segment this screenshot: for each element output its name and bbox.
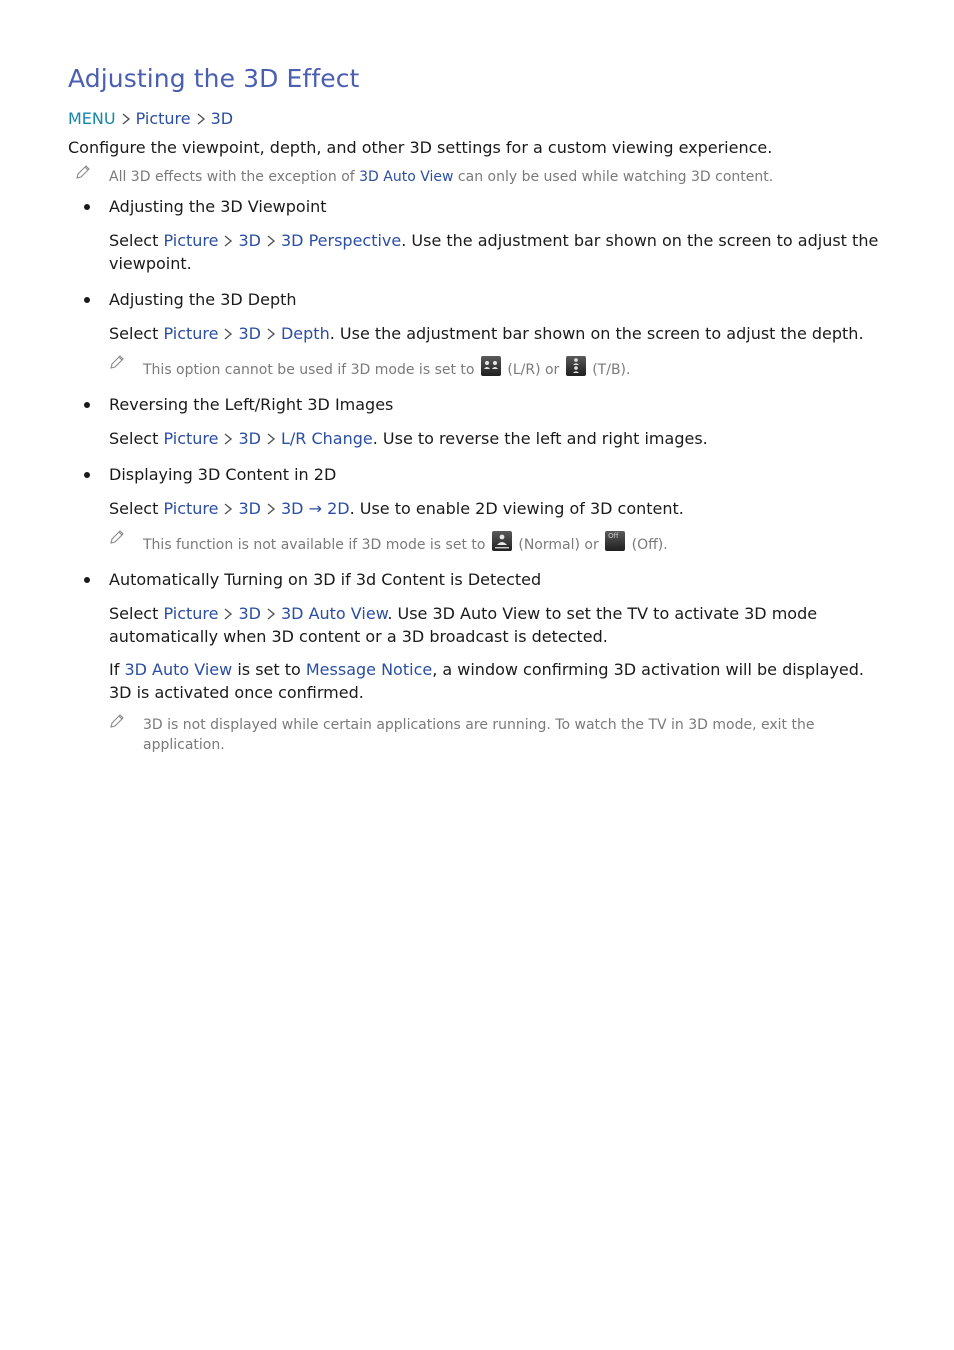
chevron-right-icon xyxy=(266,503,276,515)
item-body-if: If 3D Auto View is set to Message Notice, a window confirming 3D activation will be displayed. 3D is activated once confirmed. xyxy=(109,660,864,702)
list-item-auto xyxy=(68,569,888,755)
link-picture[interactable]: Picture xyxy=(163,604,219,623)
link-3d[interactable]: 3D xyxy=(238,429,261,448)
bullet xyxy=(84,577,90,583)
menu-path-menu[interactable]: MENU xyxy=(68,109,116,128)
list-item-2d xyxy=(68,464,888,555)
list-item-viewpoint xyxy=(68,196,888,275)
link-depth[interactable]: Depth xyxy=(280,324,330,343)
pencil-icon xyxy=(109,354,125,370)
item-title: Adjusting the 3D Depth xyxy=(109,290,297,309)
chevron-right-icon xyxy=(223,503,233,515)
link-3d-auto-view[interactable]: 3D Auto View xyxy=(280,604,388,623)
link-message-notice[interactable]: Message Notice xyxy=(305,660,433,679)
item-title: Displaying 3D Content in 2D xyxy=(109,465,337,484)
link-3d[interactable]: 3D xyxy=(238,231,261,250)
item-title: Automatically Turning on 3D if 3d Content is Detected xyxy=(109,570,542,589)
top-note-link[interactable]: 3D Auto View xyxy=(359,169,454,185)
link-3d[interactable]: 3D xyxy=(238,604,261,623)
menu-path-picture[interactable]: Picture xyxy=(135,109,191,128)
auto-note: 3D is not displayed while certain applications are running. To watch the TV in 3D mode, exit the application. xyxy=(109,715,888,755)
page-title: Adjusting the 3D Effect xyxy=(68,64,360,93)
manual-page xyxy=(68,62,888,769)
chevron-right-icon xyxy=(223,235,233,247)
item-title: Reversing the Left/Right 3D Images xyxy=(109,395,394,414)
list-item-reverse xyxy=(68,394,888,450)
link-picture[interactable]: Picture xyxy=(163,231,219,250)
menu-path xyxy=(68,109,888,129)
top-bottom-mode-icon xyxy=(566,356,586,376)
chevron-right-icon xyxy=(266,608,276,620)
depth-note: This option cannot be used if 3D mode is set to (L/R) or (T/B). xyxy=(109,356,888,380)
bullet xyxy=(84,472,90,478)
item-body: Select Picture 3D L/R Change. Use to reverse the left and right images. xyxy=(109,429,708,448)
item-title: Adjusting the 3D Viewpoint xyxy=(109,197,327,216)
list-item-depth xyxy=(68,289,888,380)
intro-text: Configure the viewpoint, depth, and other 3D settings for a custom viewing experience. xyxy=(68,138,773,157)
link-picture[interactable]: Picture xyxy=(163,324,219,343)
link-picture[interactable]: Picture xyxy=(163,429,219,448)
bullet xyxy=(84,297,90,303)
item-body: Select Picture 3D 3D Perspective. Use the adjustment bar shown on the screen to adjust the viewpoint. xyxy=(109,231,879,273)
link-lr-change[interactable]: L/R Change xyxy=(280,429,373,448)
chevron-right-icon xyxy=(196,113,206,125)
side-by-side-mode-icon xyxy=(481,356,501,376)
twod-note: This function is not available if 3D mode is set to (Normal) or Off (Off). xyxy=(109,531,888,555)
chevron-right-icon xyxy=(121,113,131,125)
chevron-right-icon xyxy=(223,328,233,340)
link-3d-to-2d[interactable]: 3D → 2D xyxy=(280,499,350,518)
bullet xyxy=(84,204,90,210)
chevron-right-icon xyxy=(266,328,276,340)
chevron-right-icon xyxy=(223,433,233,445)
link-3d-perspective[interactable]: 3D Perspective xyxy=(280,231,402,250)
link-picture[interactable]: Picture xyxy=(163,499,219,518)
pencil-icon xyxy=(109,529,125,545)
chevron-right-icon xyxy=(266,433,276,445)
chevron-right-icon xyxy=(266,235,276,247)
link-3d[interactable]: 3D xyxy=(238,324,261,343)
chevron-right-icon xyxy=(223,608,233,620)
link-3d[interactable]: 3D xyxy=(238,499,261,518)
off-mode-icon: Off xyxy=(605,531,625,551)
bullet xyxy=(84,402,90,408)
link-3d-auto-view[interactable]: 3D Auto View xyxy=(124,660,233,679)
top-note: All 3D effects with the exception of 3D Auto View can only be used while watching 3D content. xyxy=(68,167,888,187)
settings-list xyxy=(68,196,888,755)
normal-mode-icon xyxy=(492,531,512,551)
pencil-icon xyxy=(75,164,91,180)
menu-path-3d[interactable]: 3D xyxy=(210,109,234,128)
item-body: Select Picture 3D 3D → 2D. Use to enable 2D viewing of 3D content. xyxy=(109,499,684,518)
item-body: Select Picture 3D 3D Auto View. Use 3D Auto View to set the TV to activate 3D mode automatically when 3D content or a 3D broadcast is detected. xyxy=(109,604,818,646)
item-body: Select Picture 3D Depth. Use the adjustment bar shown on the screen to adjust the depth. xyxy=(109,324,864,343)
pencil-icon xyxy=(109,713,125,729)
